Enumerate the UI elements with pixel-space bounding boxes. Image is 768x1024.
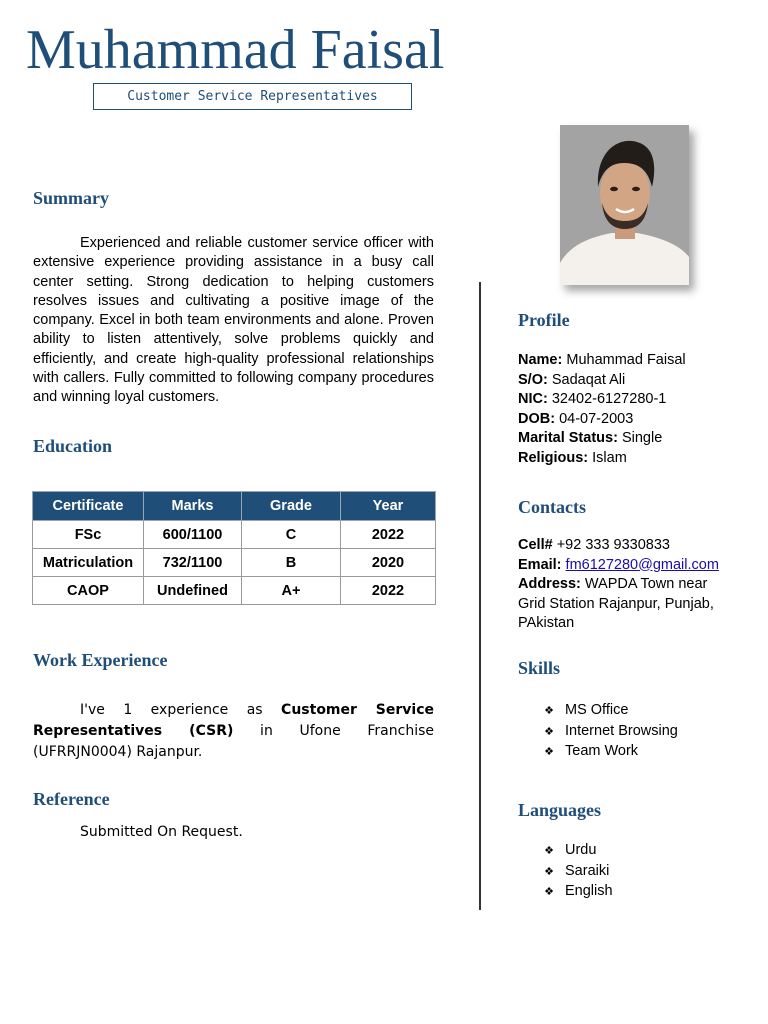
field-label: NIC: xyxy=(518,391,548,407)
contacts-heading: Contacts xyxy=(518,497,586,517)
field-value: 04-07-2003 xyxy=(559,410,634,427)
contact-address-line xyxy=(518,575,719,595)
table-row xyxy=(33,577,436,605)
education-heading: Education xyxy=(33,436,113,456)
column-header: Certificate xyxy=(33,492,144,521)
profile-heading: Profile xyxy=(518,310,570,330)
summary-text: Experienced and reliable customer service officer with extensive experience providing assistance in a busy call center setting. Strong dedication to helping customers resolves issues and cultivating a positive image of the company. Excel in both team environments and alone. Proven ability to listen attentively, solve problems quickly and efficiently, and create high-quality professional relationships with callers. Fully committed to following company procedures and winning loyal customers. xyxy=(33,235,434,406)
field-label: S/O: xyxy=(518,371,548,388)
field-label: Name: xyxy=(518,352,563,368)
diamond-bullet-icon: ❖ xyxy=(544,725,554,738)
contact-email-line xyxy=(518,556,719,576)
profile-dob-line xyxy=(518,410,686,430)
table-cell: FSc xyxy=(33,521,144,549)
list-item-label: Internet Browsing xyxy=(565,722,678,739)
work-experience-heading: Work Experience xyxy=(33,650,168,670)
table-cell: C xyxy=(242,521,341,549)
diamond-bullet-icon: ❖ xyxy=(544,845,554,857)
list-item xyxy=(541,862,613,883)
table-cell: Matriculation xyxy=(33,549,144,577)
diamond-bullet-icon: ❖ xyxy=(544,886,554,898)
work-experience-text xyxy=(33,700,434,763)
table-cell: 732/1100 xyxy=(144,549,242,577)
skills-list xyxy=(541,701,678,763)
diamond-bullet-icon: ❖ xyxy=(544,746,554,758)
profile-photo xyxy=(560,125,689,285)
table-row xyxy=(33,549,436,577)
languages-heading: Languages xyxy=(518,800,602,820)
table-cell: 2022 xyxy=(341,521,436,549)
education-table xyxy=(32,491,436,605)
profile-name-line xyxy=(518,351,686,371)
reference-heading: Reference xyxy=(33,789,110,809)
column-header: Grade xyxy=(242,492,341,521)
table-cell: CAOP xyxy=(33,577,144,605)
person-portrait-icon xyxy=(560,125,689,285)
field-value: Sadaqat Ali xyxy=(551,371,626,388)
field-label: Marital Status: xyxy=(518,430,618,446)
contact-details xyxy=(518,536,719,634)
table-header-row xyxy=(33,492,436,521)
work-role: Customer Service Representatives (CSR) xyxy=(33,702,434,739)
field-value: Muhammad Faisal xyxy=(566,352,686,368)
address-continuation: Grid Station Rajanpur, Punjab, xyxy=(518,595,714,612)
list-item-label: MS Office xyxy=(565,702,629,718)
address-continuation: PAkistan xyxy=(518,615,575,631)
table-cell: A+ xyxy=(242,577,341,605)
work-text-detail: in Ufone Franchise (UFRRJN0004) Rajanpur. xyxy=(33,723,434,760)
profile-details xyxy=(518,351,686,468)
field-label: DOB: xyxy=(518,410,556,427)
email-link[interactable]: fm6127280@gmail.com xyxy=(565,556,719,573)
languages-list xyxy=(541,841,613,903)
list-item xyxy=(541,841,613,862)
contact-cell-line xyxy=(518,536,719,556)
profile-nic-line xyxy=(518,390,686,410)
profile-marital-line xyxy=(518,429,686,449)
table-cell: 2020 xyxy=(341,549,436,577)
column-header: Year xyxy=(341,492,436,521)
field-label: Religious: xyxy=(518,449,589,466)
list-item xyxy=(541,701,678,722)
field-value: Islam xyxy=(592,449,627,466)
job-title-box: Customer Service Representatives xyxy=(93,83,412,110)
field-value: 32402-6127280-1 xyxy=(551,391,667,407)
reference-text: Submitted On Request. xyxy=(80,824,243,840)
list-item-label: Team Work xyxy=(565,743,639,759)
field-label: Address: xyxy=(518,576,581,592)
summary-heading: Summary xyxy=(33,188,109,208)
table-cell: Undefined xyxy=(144,577,242,605)
field-value: +92 333 9330833 xyxy=(556,537,670,553)
field-label: Email: xyxy=(518,556,562,573)
table-cell: 2022 xyxy=(341,577,436,605)
diamond-bullet-icon: ❖ xyxy=(544,705,554,717)
field-label: Cell# xyxy=(518,537,553,553)
list-item-label: Urdu xyxy=(565,842,597,858)
table-cell: B xyxy=(242,549,341,577)
diamond-bullet-icon: ❖ xyxy=(544,865,554,878)
work-text-intro: I've 1 experience as xyxy=(80,702,282,718)
list-item xyxy=(541,722,678,743)
column-divider xyxy=(479,282,481,910)
field-value: Single xyxy=(621,430,663,446)
profile-so-line xyxy=(518,371,686,391)
skills-heading: Skills xyxy=(518,658,561,678)
list-item xyxy=(541,742,678,763)
column-header: Marks xyxy=(144,492,242,521)
candidate-name: Muhammad Faisal xyxy=(26,19,445,81)
table-row xyxy=(33,521,436,549)
table-cell: 600/1100 xyxy=(144,521,242,549)
profile-religious-line xyxy=(518,449,686,469)
list-item xyxy=(541,882,613,903)
list-item-label: English xyxy=(565,883,613,899)
list-item-label: Saraiki xyxy=(565,862,610,879)
field-value: WAPDA Town near xyxy=(584,576,708,592)
